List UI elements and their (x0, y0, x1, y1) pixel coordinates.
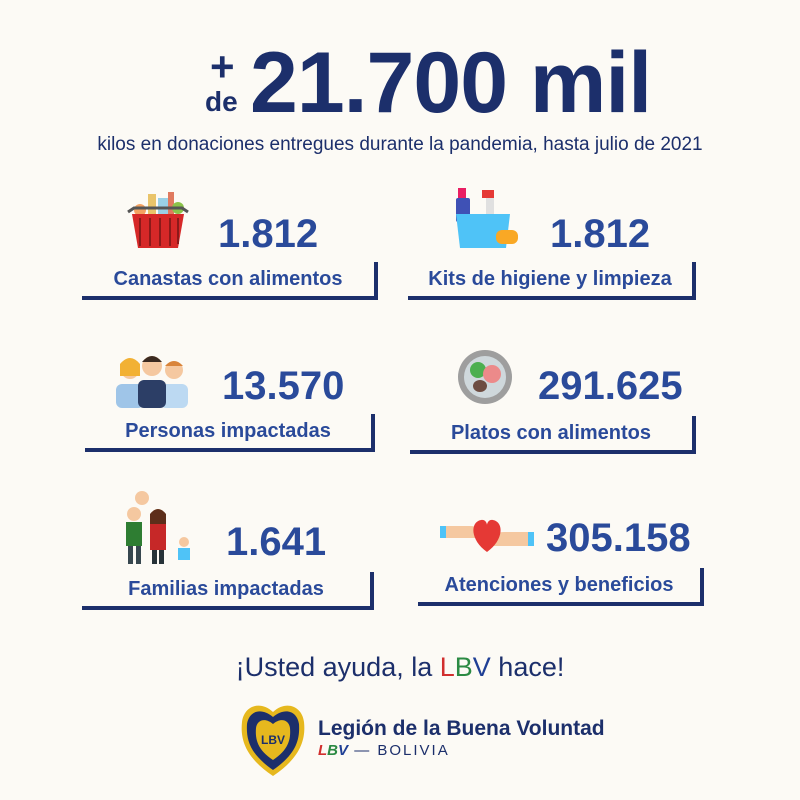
stat-label-plates: Platos con alimentos (410, 416, 696, 454)
people-icon (112, 352, 192, 413)
org-name: Legión de la Buena Voluntad (318, 717, 605, 740)
svg-text:LBV: LBV (261, 733, 285, 747)
food-basket-icon (122, 190, 194, 259)
stat-label-kits: Kits de higiene y limpieza (408, 262, 696, 300)
headline-subtitle: kilos en donaciones entregues durante la pandemia, hasta julio de 2021 (97, 134, 703, 155)
stat-value-plates: 291.625 (538, 364, 683, 408)
lbv-seal-logo (238, 700, 308, 783)
stat-value-services: 305.158 (546, 516, 691, 560)
stat-value-families: 1.641 (226, 520, 327, 564)
slogan: ¡Usted ayuda, la LBV hace! (235, 652, 565, 682)
de-label: de (205, 86, 238, 117)
headline-amount: 21.700 mil (250, 35, 652, 131)
stat-label-families: Familias impactadas (82, 572, 374, 610)
stat-value-kits: 1.812 (550, 212, 651, 256)
stat-label-baskets: Canastas con alimentos (82, 262, 378, 300)
stat-label-people: Personas impactadas (85, 414, 375, 452)
stat-label-services: Atenciones y beneficios (418, 568, 704, 606)
family-icon (112, 488, 196, 571)
plus-sign: + (210, 43, 235, 90)
stat-value-people: 13.570 (222, 364, 345, 408)
org-subtitle: LBV — BOLIVIA (318, 742, 450, 759)
stat-value-baskets: 1.812 (218, 212, 319, 256)
heart-hands-icon (440, 512, 534, 563)
food-plate-icon (456, 348, 514, 411)
hygiene-kit-icon (452, 184, 524, 261)
